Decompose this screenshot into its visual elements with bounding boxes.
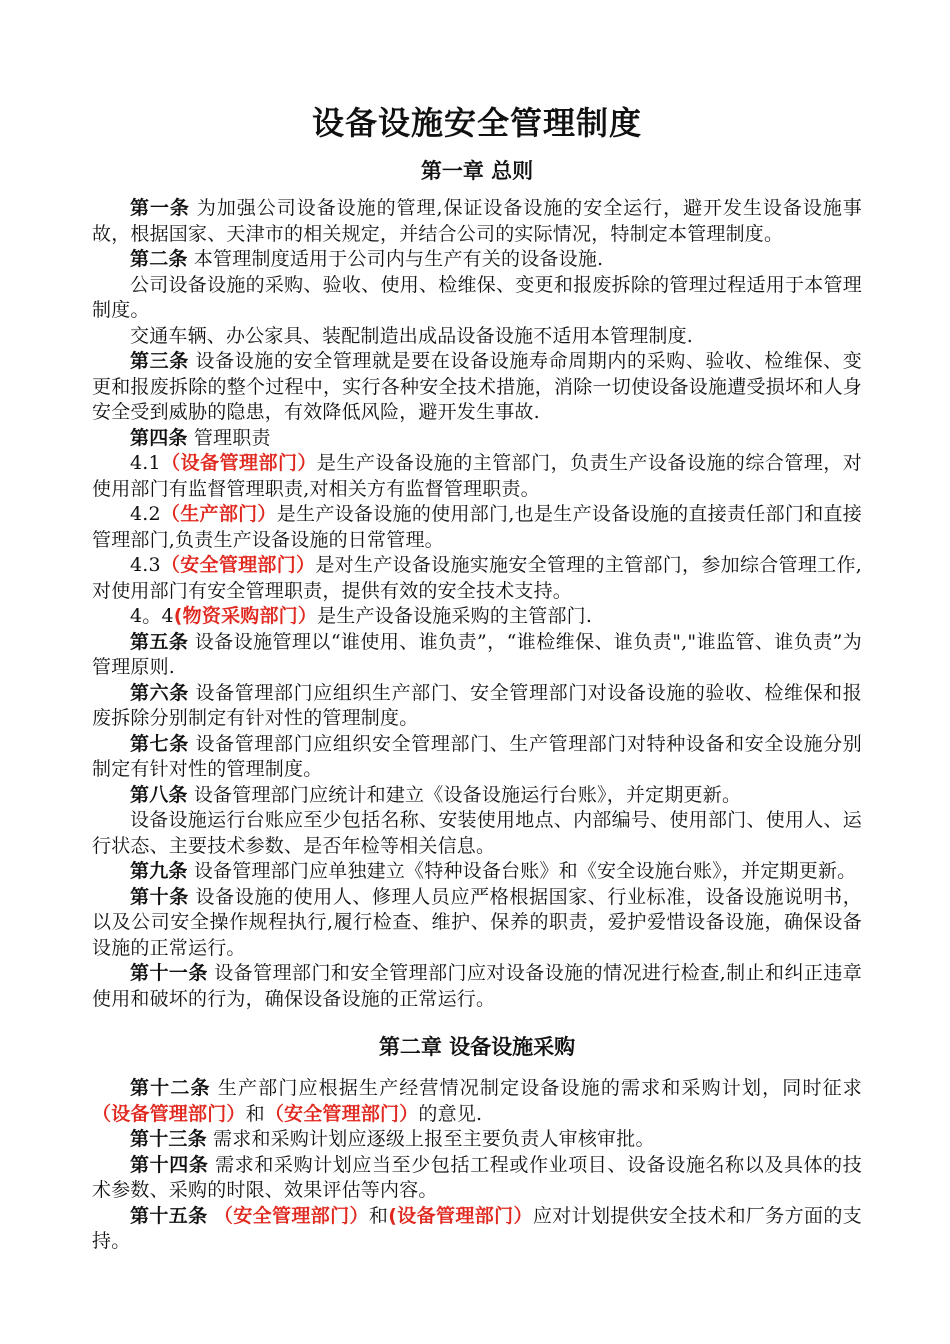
department-highlight: (物资采购部门） bbox=[173, 605, 318, 627]
article-text: 为加强公司设备设施的管理,保证设备设施的安全运行，避开发生设备设施事故，根据国家、天津市的相关规定，并结合公司的实际情况，特制定本管理制度。 bbox=[92, 197, 862, 245]
article-10 bbox=[92, 885, 862, 962]
article-12 bbox=[92, 1076, 862, 1127]
clause-text: 是生产设备设施的主管部门，负责生产设备设施的综合管理，对使用部门有监督管理职责,对相关方有监督管理职责。 bbox=[92, 452, 862, 500]
chapter-1-heading: 第一章 总则 bbox=[420, 159, 534, 183]
article-label: 第七条 bbox=[130, 732, 189, 755]
article-4 bbox=[92, 426, 862, 452]
department-highlight: (设备管理部门） bbox=[388, 1204, 533, 1227]
article-text: 设备管理部门应组织安全管理部门、生产管理部门对特种设备和安全设施分别制定有针对性的管理制度。 bbox=[92, 732, 863, 780]
article-label: 第一条 bbox=[130, 197, 190, 219]
article-2 bbox=[92, 247, 862, 273]
article-label: 第六条 bbox=[130, 681, 189, 704]
article-label: 第十五条 bbox=[130, 1204, 208, 1227]
department-highlight: （设备管理部门） bbox=[92, 1102, 246, 1125]
article-text: 设备管理部门应组织生产部门、安全管理部门对设备设施的验收、检维保和报废拆除分别制定有针对性的管理制度。 bbox=[92, 681, 863, 729]
article-6 bbox=[92, 681, 862, 732]
chapter-2-heading: 第二章 设备设施采购 bbox=[378, 1035, 576, 1059]
article-text: 设备设施的使用人、修理人员应严格根据国家、行业标准，设备设施说明书，以及公司安全操作规程执行,履行检查、维护、保养的职责，爱护爱惜设备设施，确保设备设施的正常运行。 bbox=[92, 885, 863, 959]
article-2-exclusion: 交通车辆、办公家具、装配制造出成品设备设施不适用本管理制度. bbox=[130, 324, 694, 347]
department-highlight: （安全管理部门） bbox=[160, 554, 316, 576]
department-highlight: （设备管理部门） bbox=[160, 452, 317, 474]
article-text: 需求和采购计划应逐级上报至主要负责人审核审批。 bbox=[206, 1128, 655, 1150]
clause-text: 是生产设备设施采购的主管部门. bbox=[317, 605, 593, 627]
clause-number: 4。4 bbox=[130, 605, 174, 627]
article-13 bbox=[92, 1127, 862, 1153]
article-text: 设备管理部门和安全管理部门应对设备设施的情况进行检查,制止和纠正违章使用和破坏的行为，确保设备设施的正常运行。 bbox=[92, 962, 862, 1010]
article-8-ledger: 设备设施运行台账应至少包括名称、安装使用地点、内部编号、使用部门、使用人、运行状态、主要技术参数、是否年检等相关信息。 bbox=[92, 809, 862, 857]
clause-number: 4.3 bbox=[130, 554, 161, 576]
clause-4-3 bbox=[92, 553, 862, 604]
department-highlight: （安全管理部门） bbox=[213, 1204, 369, 1227]
clause-4-4 bbox=[92, 604, 862, 630]
article-label: 第十一条 bbox=[130, 962, 208, 984]
article-1 bbox=[92, 196, 862, 247]
article-label: 第三条 bbox=[130, 350, 189, 372]
article-text: 管理职责 bbox=[187, 426, 271, 449]
article-text: 设备管理部门应单独建立《特种设备台账》和《安全设施台账》，并定期更新。 bbox=[187, 860, 857, 882]
article-text: 本管理制度适用于公司内与生产有关的设备设施. bbox=[187, 248, 604, 270]
article-text: 设备设施的安全管理就是要在设备设施寿命周期内的采购、验收、检维保、变更和报废拆除的整个过程中，实行各种安全技术措施，消除一切使设备设施遭受损坏和人身安全受到威胁的隐患，有效降低风险，避开发生事故. bbox=[92, 350, 863, 423]
clause-text: 是对生产设备设施实施安全管理的主管部门，参加综合管理工作,对使用部门有安全管理职责，提供有效的安全技术支持。 bbox=[92, 554, 862, 602]
department-highlight: （安全管理部门） bbox=[264, 1102, 419, 1125]
clause-4-1 bbox=[92, 451, 862, 502]
article-11 bbox=[92, 961, 862, 1012]
clause-4-2 bbox=[92, 502, 862, 553]
article-text: 和 bbox=[368, 1204, 389, 1227]
department-highlight: （生产部门） bbox=[160, 503, 277, 525]
article-label: 第四条 bbox=[130, 426, 188, 449]
document-title: 设备设施安全管理制度 bbox=[311, 104, 642, 142]
article-label: 第五条 bbox=[130, 630, 189, 653]
article-text: 应对计划提供安全技术和厂务方面的支持。 bbox=[92, 1204, 862, 1252]
clause-text: 是生产设备设施的使用部门,也是生产设备设施的直接责任部门和直接管理部门,负责生产设备设施的日常管理。 bbox=[92, 503, 862, 551]
article-label: 第九条 bbox=[130, 860, 188, 882]
article-label: 第八条 bbox=[130, 783, 188, 806]
article-text: 和 bbox=[245, 1102, 265, 1125]
article-text: 设备设施管理以“谁使用、谁负责”，“谁检维保、谁负责","谁监管、谁负责”为管理原则. bbox=[92, 630, 862, 678]
article-text: 的意见. bbox=[418, 1102, 483, 1125]
article-3 bbox=[92, 349, 862, 426]
article-7 bbox=[92, 732, 862, 783]
article-label: 第十三条 bbox=[130, 1128, 207, 1150]
article-14 bbox=[92, 1153, 862, 1204]
article-9 bbox=[92, 859, 862, 885]
article-8 bbox=[92, 783, 862, 809]
article-2-scope: 公司设备设施的采购、验收、使用、检维保、变更和报废拆除的管理过程适用于本管理制度。 bbox=[92, 273, 862, 321]
article-label: 第二条 bbox=[130, 248, 188, 270]
article-15 bbox=[92, 1204, 862, 1255]
clause-number: 4.2 bbox=[130, 503, 161, 525]
article-5 bbox=[92, 630, 862, 681]
article-label: 第十四条 bbox=[130, 1153, 209, 1176]
article-text: 生产部门应根据生产经营情况制定设备设施的需求和采购计划，同时征求 bbox=[210, 1077, 862, 1099]
article-label: 第十条 bbox=[130, 885, 189, 908]
article-text: 设备管理部门应统计和建立《设备设施运行台账》，并定期更新。 bbox=[187, 783, 742, 806]
clause-number: 4.1 bbox=[130, 452, 161, 474]
article-label: 第十二条 bbox=[130, 1077, 211, 1099]
article-text: 需求和采购计划应当至少包括工程或作业项目、设备设施名称以及具体的技术参数、采购的时限、效果评估等内容。 bbox=[92, 1153, 862, 1201]
